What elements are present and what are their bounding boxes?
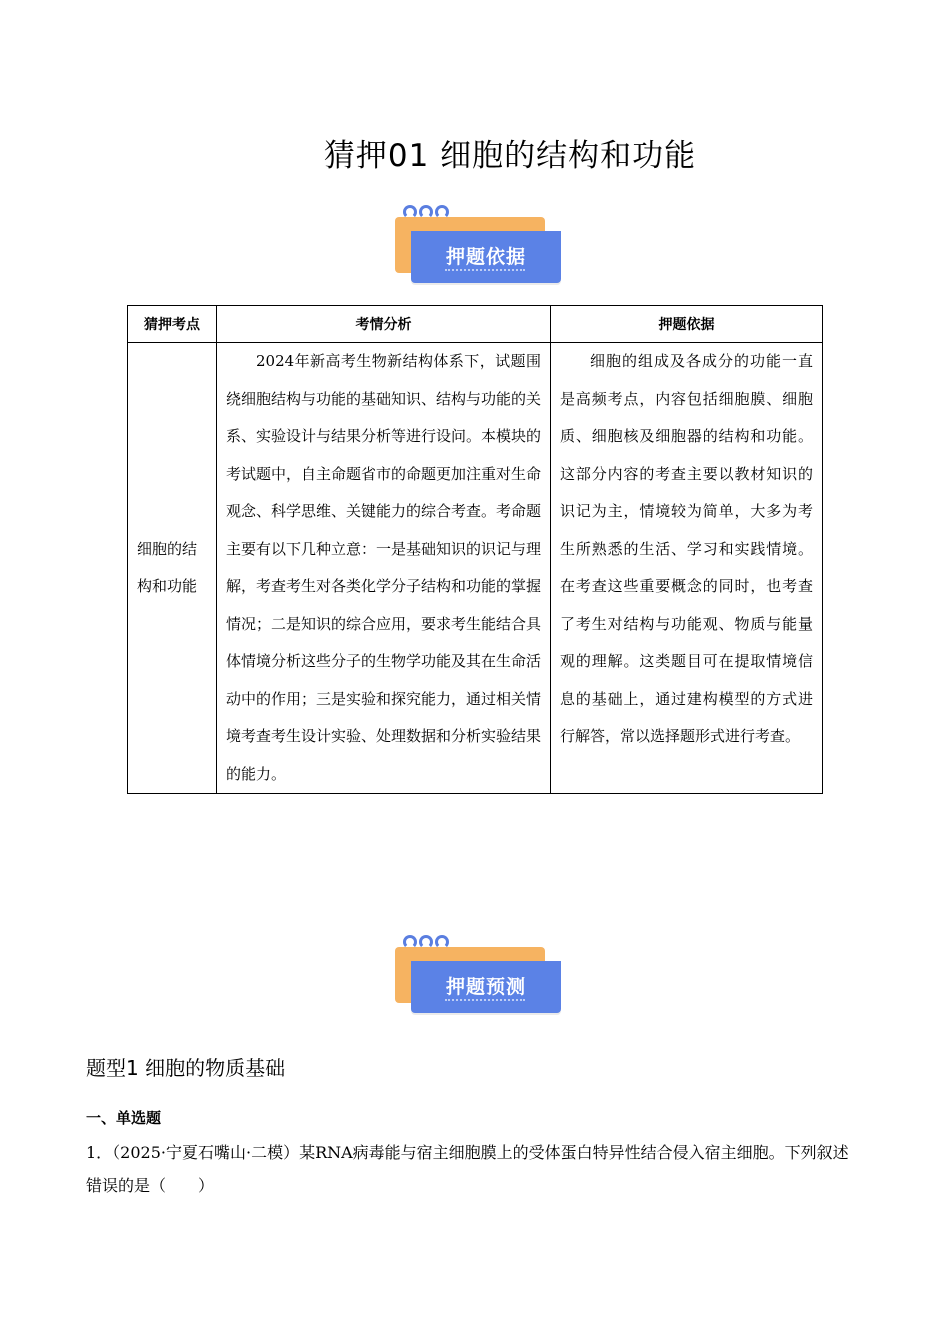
header-basis: 押题依据 <box>551 306 823 343</box>
table-header-row <box>128 306 823 343</box>
cell-topic: 细胞的结构和功能 <box>128 343 217 794</box>
section-heading: 题型1 细胞的物质基础 <box>86 1056 286 1080</box>
page-title: 猜押01 细胞的结构和功能 <box>323 138 697 174</box>
basis-table <box>127 305 823 794</box>
table-row <box>128 343 823 794</box>
cell-analysis: 2024年新高考生物新结构体系下，试题围绕细胞结构与功能的基础知识、结构与功能的关系、实验设计与结果分析等进行设问。本模块的考试题中，自主命题省市的命题更加注重对生命观念、科学思维、关键能力的综合考查。考命题主要有以下几种立意：一是基础知识的识记与理解，考查考生对各类化学分子结构和功能的掌握情况；二是知识的综合应用，要求考生能结合具体情境分析这些分子的生物学功能及其在生命活动中的作用；三是实验和探究能力，通过相关情境考查考生设计实验、处理数据和分析实验结果的能力。 <box>217 343 551 794</box>
badge-basis <box>395 205 565 295</box>
header-topic: 猜押考点 <box>128 306 217 343</box>
badge-prediction-label: 押题预测 <box>445 976 526 998</box>
subsection-heading: 一、单选题 <box>86 1109 162 1127</box>
badge-basis-label: 押题依据 <box>445 246 526 268</box>
header-analysis: 考情分析 <box>217 306 551 343</box>
cell-basis: 细胞的组成及各成分的功能一直是高频考点，内容包括细胞膜、细胞质、细胞核及细胞器的结构和功能。这部分内容的考查主要以教材知识的识记为主，情境较为简单，大多为考生所熟悉的生活、学习和实践情境。在考查这些重要概念的同时，也考查了考生对结构与功能观、物质与能量观的理解。这类题目可在提取情境信息的基础上，通过建构模型的方式进行解答，常以选择题形式进行考查。 <box>551 343 823 794</box>
question-1: 1．（2025·宁夏石嘴山·二模）某RNA病毒能与宿主细胞膜上的受体蛋白特异性结合侵入宿主细胞。下列叙述错误的是（ ） <box>86 1143 849 1195</box>
badge-prediction <box>395 935 565 1025</box>
